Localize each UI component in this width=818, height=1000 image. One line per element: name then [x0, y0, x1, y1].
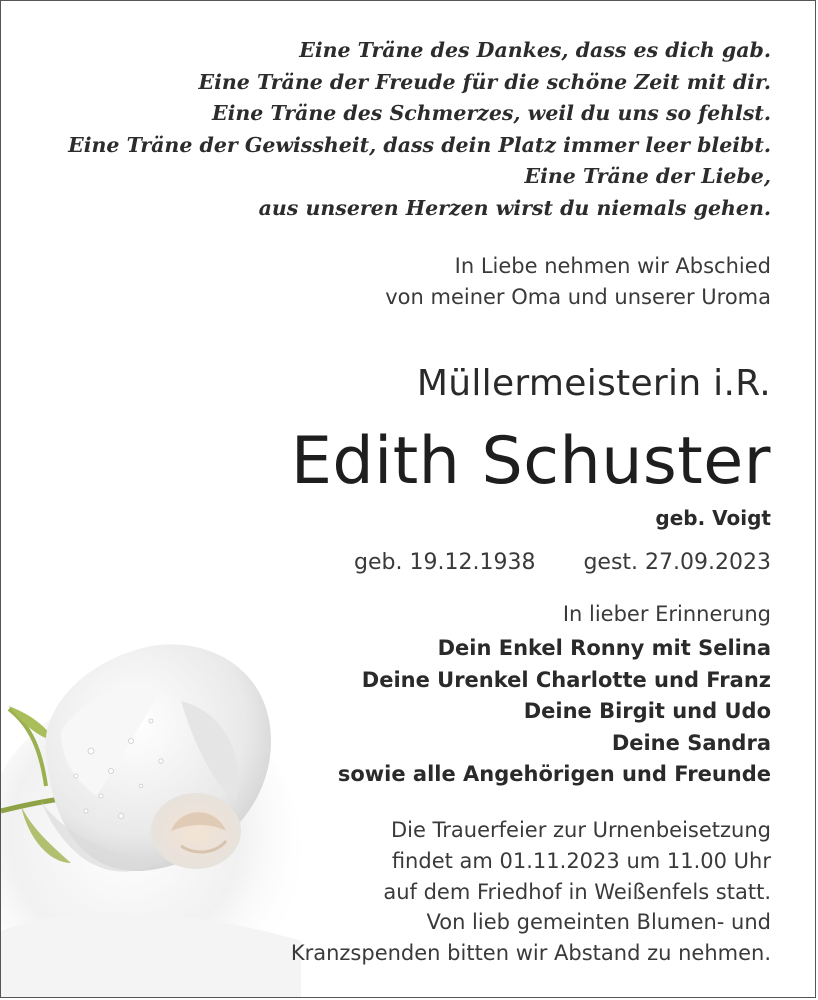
poem-line: Eine Träne des Dankes, dass es dich gab. [299, 38, 771, 62]
service-line: Die Trauerfeier zur Urnenbeisetzung [390, 818, 771, 842]
poem-line: Eine Träne der Gewissheit, dass dein Platz immer leer bleibt. [68, 132, 771, 157]
maiden-name: geb. Voigt [655, 506, 771, 530]
service-line: findet am 01.11.2023 um 11.00 Uhr [391, 848, 771, 873]
service-line: Von lieb gemeinten Blumen- und [426, 910, 771, 935]
mourner-entry: Deine Sandra [611, 730, 771, 755]
birth-date: geb. 19.12.1938 [354, 550, 536, 575]
mourner-entry: Deine Birgit und Udo [523, 699, 771, 723]
service-line: Kranzspenden bitten wir Abstand zu nehmen. [290, 941, 771, 966]
memory-heading: In lieber Erinnerung [562, 602, 771, 626]
funeral-service-info [291, 815, 771, 969]
life-dates [354, 546, 771, 580]
mourner-entry: sowie alle Angehörigen und Freunde [337, 762, 771, 786]
death-date: gest. 27.09.2023 [583, 550, 771, 575]
poem-line: Eine Träne des Schmerzes, weil du uns so fehlst. [211, 101, 771, 126]
mourner-entry: Deine Urenkel Charlotte und Franz [361, 667, 771, 692]
deceased-name: Edith Schuster [290, 424, 771, 499]
intro-line: In Liebe nehmen wir Abschied [454, 254, 771, 278]
intro-line: von meiner Oma und unserer Uroma [385, 285, 771, 309]
deceased-title: Müllermeisterin i.R. [416, 363, 771, 404]
white-rose-image [1, 601, 301, 997]
mourners-list [338, 633, 771, 791]
poem-line: Eine Träne der Freude für die schöne Zeit mit dir. [198, 69, 771, 94]
farewell-intro [385, 251, 771, 313]
poem [68, 35, 771, 225]
mourner-entry: Dein Enkel Ronny mit Selina [437, 636, 771, 660]
poem-line: aus unseren Herzen wirst du niemals gehen. [258, 195, 771, 220]
poem-line: Eine Träne der Liebe, [524, 164, 771, 189]
service-line: auf dem Friedhof in Weißenfels statt. [383, 879, 771, 904]
